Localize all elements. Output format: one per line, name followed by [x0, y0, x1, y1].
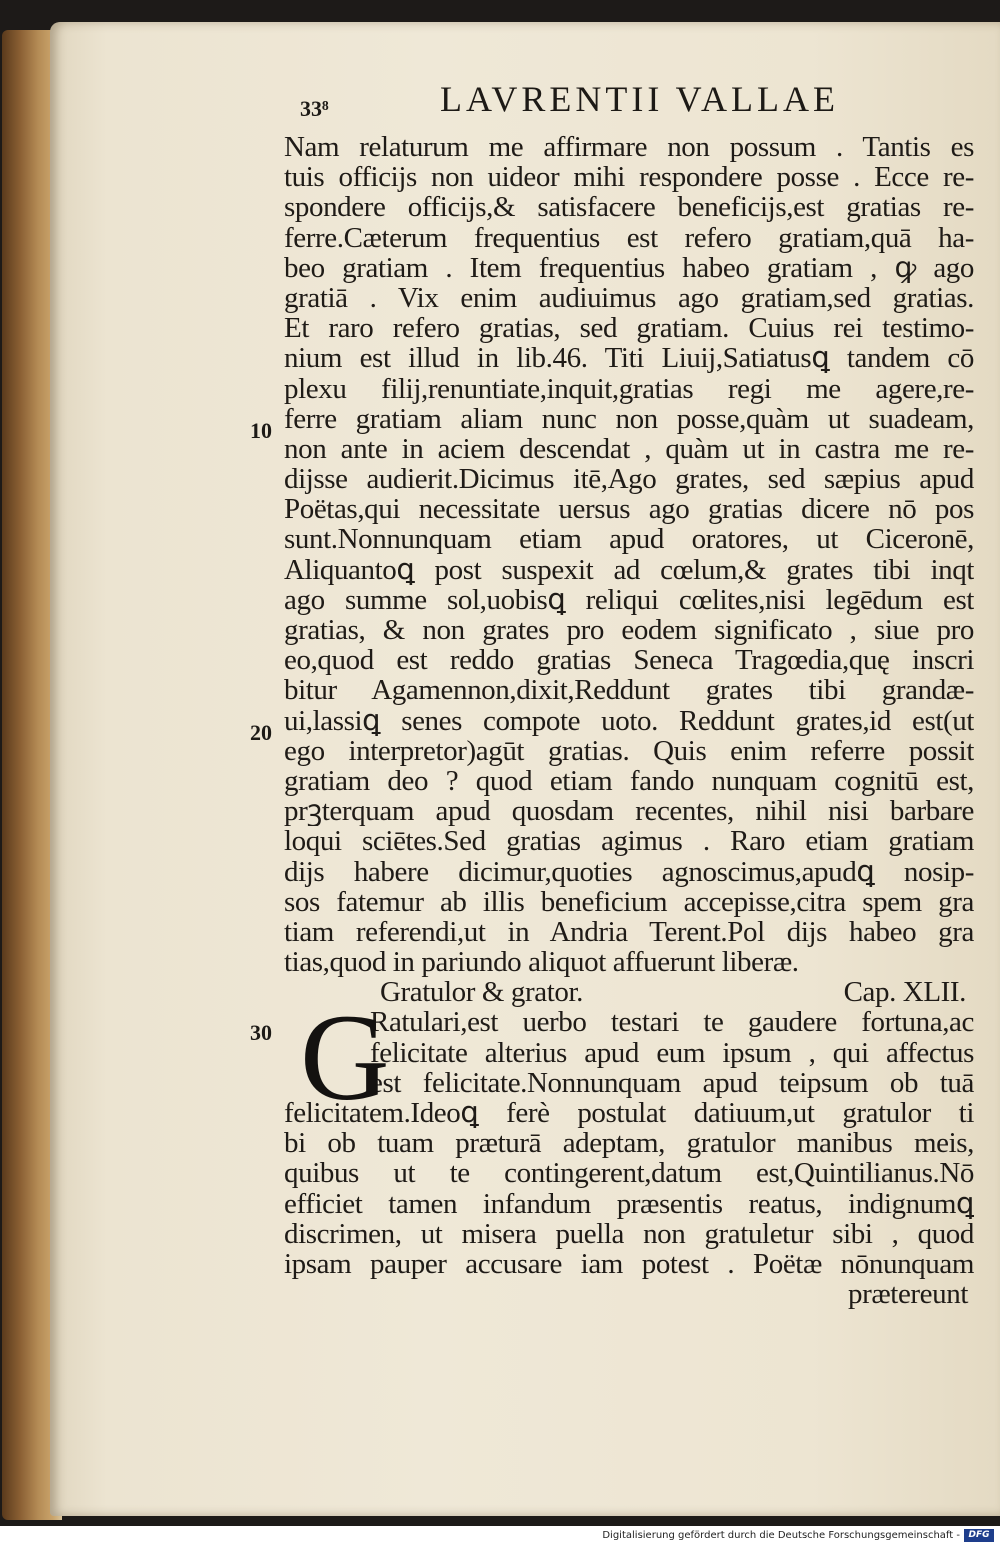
body-text: [284, 132, 974, 1309]
margin-line-number: 10: [250, 418, 272, 443]
text-line: bi ob tuam præturā adeptam, gratulor manibus meis,: [284, 1128, 974, 1159]
text-line: ui,lassiꝗ senes compote uoto. Reddunt grates,id est(ut: [284, 705, 974, 736]
text-line: efficiet tamen infandum præsentis reatus, indignumꝗ: [284, 1188, 974, 1219]
text-line: non ante in aciem descendat , quàm ut in castra me re-: [284, 433, 974, 465]
running-title: LAVRENTII VALLAE: [440, 79, 839, 119]
text-line: ago summe sol,uobisꝗ reliqui cœlites,nisi legēdum est: [284, 584, 974, 615]
margin-line-number: 30: [250, 1020, 272, 1045]
text-line: discrimen, ut misera puella non gratuletur sibi , quod: [284, 1218, 974, 1249]
text-line: loqui sciētes.Sed gratias agimus . Raro etiam gratiam: [284, 826, 974, 857]
chapter-title: Gratulor & grator.: [380, 977, 583, 1008]
text-line: plexu filij,renuntiate,inquit,gratias regi me agere,re-: [284, 373, 974, 404]
text-line: ipsam pauper accusare iam potest . Poëtæ nōnunquam: [284, 1248, 974, 1280]
text-line: sunt.Nonnunquam etiam apud oratores, ut Ciceronē,: [284, 524, 974, 555]
page-header: [250, 78, 970, 128]
text-line: ferre.Cæterum frequentius est refero gratiam,quā ha-: [284, 222, 974, 253]
drop-cap-initial: G: [300, 989, 390, 1127]
text-line: ego interpretor)agūt gratias. Quis enim referre possit: [284, 735, 974, 766]
text-line: eo,quod est reddo gratias Seneca Tragœdia,quę inscri: [284, 645, 974, 676]
text-line: gratiam deo ? quod etiam fando nunquam cognitū est,: [284, 765, 974, 797]
digitization-footer: [0, 1526, 1000, 1546]
text-line: nium est illud in lib.46. Titi Liuij,Satiatusꝗ tandem cō: [284, 343, 974, 374]
catchword: prætereunt: [847, 1279, 968, 1310]
dfg-logo: DFG: [964, 1529, 994, 1542]
funding-credit: Digitalisierung gefördert durch die Deutsche Forschungsgemeinschaft -: [602, 1530, 960, 1541]
text-line: Et raro refero gratias, sed gratiam. Cuius rei testimo-: [284, 313, 974, 344]
text-line: gratiā . Vix enim audiuimus ago gratiam,sed gratias.: [284, 282, 974, 314]
text-line: Ratulari,est uerbo testari te gaudere fortuna,ac: [370, 1007, 974, 1038]
text-line: est felicitate.Nonnunquam apud teipsum ob tuā: [370, 1067, 974, 1098]
text-line: prꝫterquam apud quosdam recentes, nihil nisi barbare: [284, 796, 974, 827]
text-line: bitur Agamennon,dixit,Reddunt grates tibi grandæ-: [284, 675, 974, 706]
text-line: sos fatemur ab illis beneficium accepisse,citra spem gra: [284, 886, 974, 917]
text-line: dijs habere dicimur,quoties agnoscimus,apudꝗ nosip-: [284, 856, 974, 887]
paragraph-1: [284, 132, 974, 977]
text-line: tias,quod in pariundo aliquot affuerunt liberæ.: [284, 947, 799, 978]
text-line: beo gratiam . Item frequentius habeo gratiam , ꝙ ago: [284, 252, 974, 283]
text-line: dijsse audierit.Dicimus itē,Ago grates, sed sæpius apud: [284, 464, 974, 495]
page-number: 33⁸: [300, 96, 329, 121]
text-line: gratias, & non grates pro eodem significato , siue pro: [284, 615, 974, 646]
chapter-number: Cap. XLII.: [843, 977, 966, 1008]
margin-line-number: 20: [250, 720, 272, 745]
text-line: felicitatem.Ideoꝗ ferè postulat datiuum,ut gratulor ti: [284, 1098, 974, 1129]
text-line: Aliquantoꝗ post suspexit ad cœlum,& grates tibi inqt: [284, 554, 974, 585]
text-line: tiam referendi,ut in Andria Terent.Pol dijs habeo gra: [284, 916, 974, 948]
text-line: spondere officijs,& satisfacere beneficijs,est gratias re-: [284, 192, 974, 223]
text-line: tuis officijs non uideor mihi respondere posse . Ecce re-: [284, 162, 974, 193]
text-line: Nam relaturum me affirmare non possum . Tantis es: [284, 132, 974, 163]
text-line: felicitate alterius apud eum ipsum , qui affectus: [370, 1037, 974, 1068]
text-line: quibus ut te contingerent,datum est,Quintilianus.Nō: [284, 1158, 974, 1189]
text-line: ferre gratiam aliam nunc non posse,quàm ut suadeam,: [284, 403, 974, 434]
text-line: Poëtas,qui necessitate uersus ago gratias dicere nō pos: [284, 494, 974, 525]
